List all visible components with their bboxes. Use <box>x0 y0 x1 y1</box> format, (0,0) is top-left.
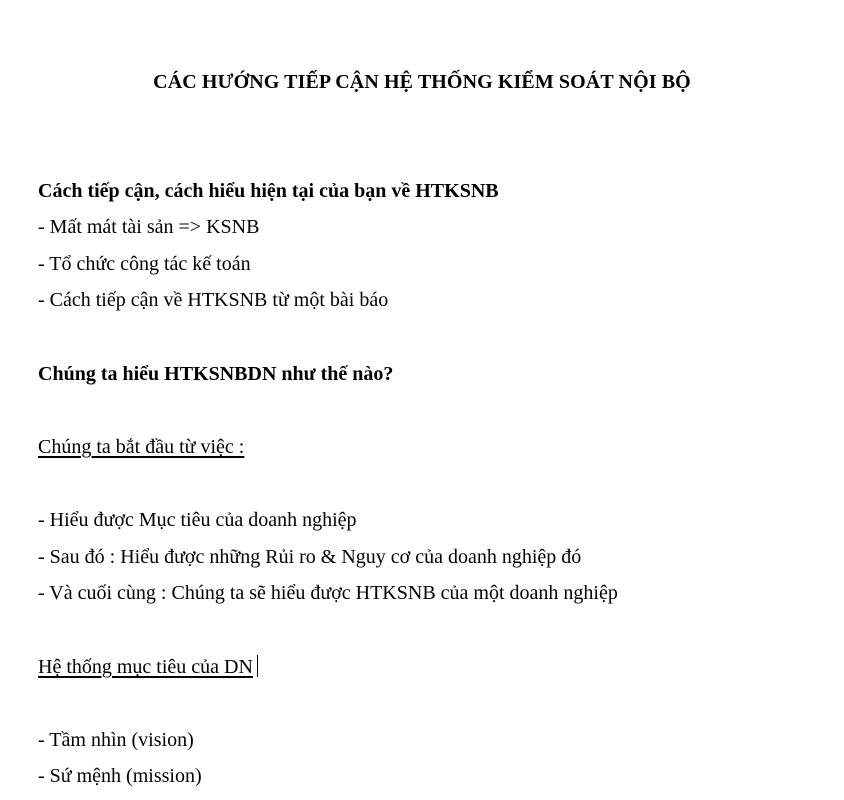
text-cursor <box>257 655 258 677</box>
document-title: CÁC HƯỚNG TIẾP CẬN HỆ THỐNG KIỂM SOÁT NỘI BỘ <box>153 71 691 93</box>
section3-item-1: - Hiểu được Mục tiêu của doanh nghiệp <box>38 509 357 531</box>
section4-item-2: - Sứ mệnh (mission) <box>38 765 202 787</box>
section4-subheading-row <box>38 653 258 681</box>
section4-item-1: - Tầm nhìn (vision) <box>38 729 194 751</box>
section3-item-3: - Và cuối cùng : Chúng ta sẽ hiểu được HTKSNB của một doanh nghiệp <box>38 582 618 604</box>
section2-heading: Chúng ta hiểu HTKSNBDN như thế nào? <box>38 363 394 385</box>
section3-item-2: - Sau đó : Hiểu được những Rủi ro & Nguy cơ của doanh nghiệp đó <box>38 546 582 568</box>
section1-heading: Cách tiếp cận, cách hiểu hiện tại của bạn về HTKSNB <box>38 180 499 202</box>
section4-subheading: Hệ thống mục tiêu của DN <box>38 656 253 678</box>
section1-item-2: - Tổ chức công tác kế toán <box>38 253 251 275</box>
section3-subheading: Chúng ta bắt đầu từ việc : <box>38 436 245 458</box>
section1-item-3: - Cách tiếp cận về HTKSNB từ một bài báo <box>38 289 389 311</box>
section1-item-1: - Mất mát tài sản => KSNB <box>38 216 260 238</box>
